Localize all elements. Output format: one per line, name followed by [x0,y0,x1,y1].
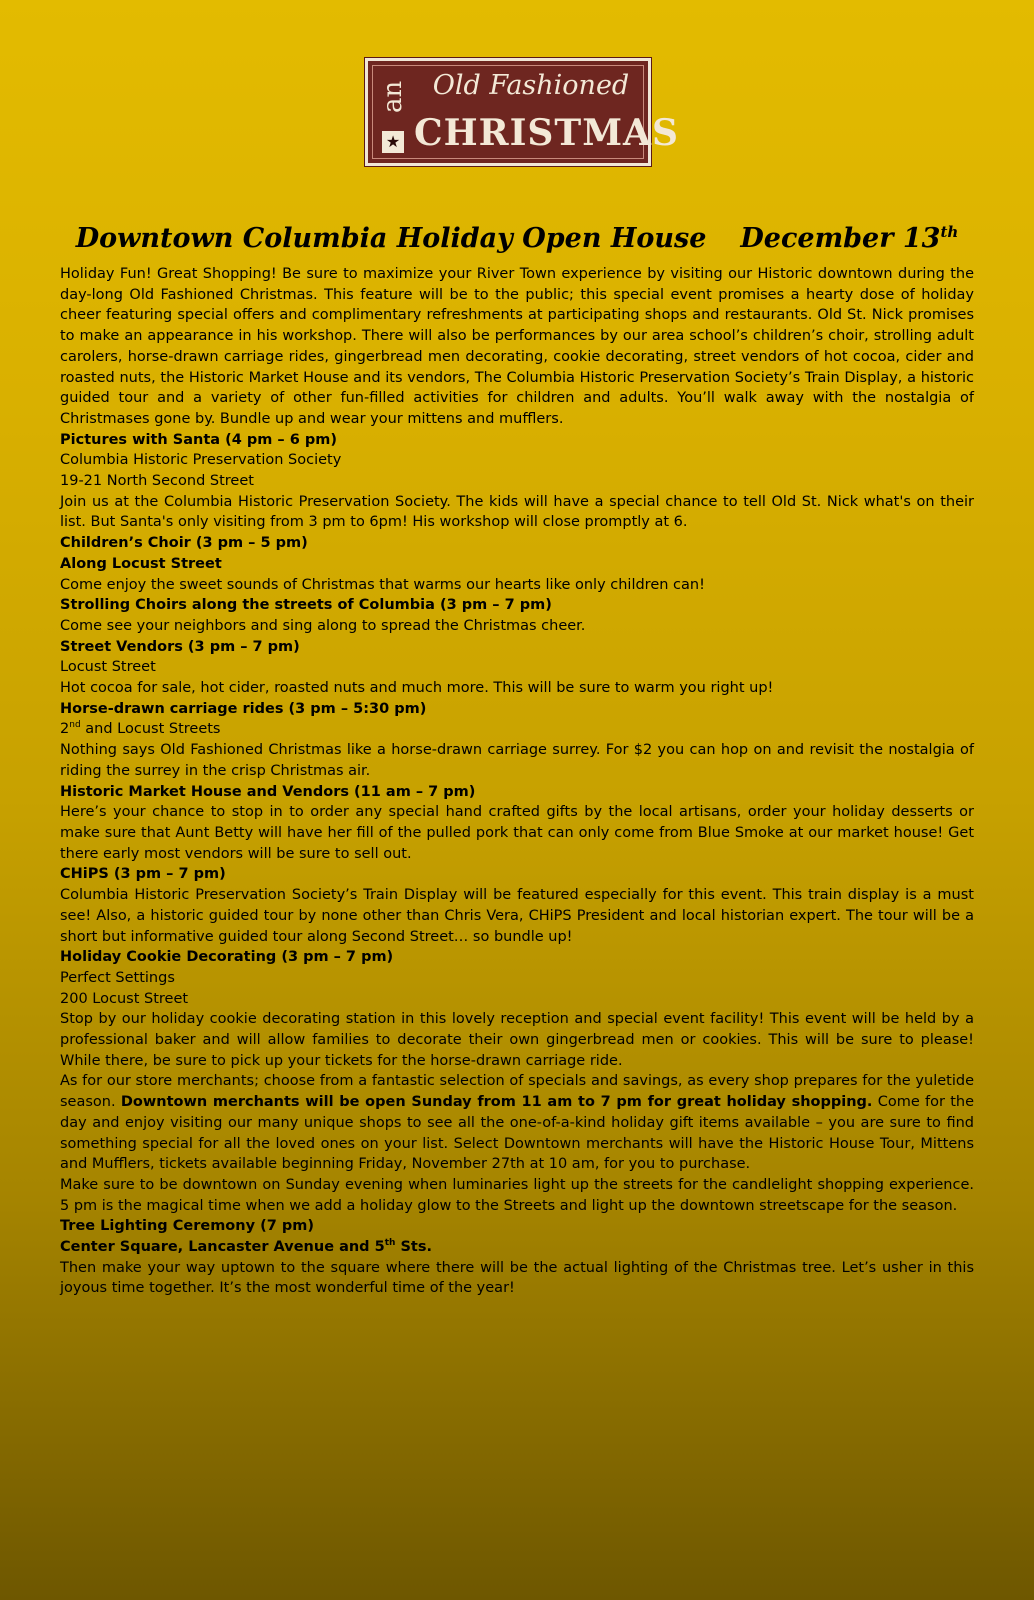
vendors-heading: Street Vendors (3 pm – 7 pm) [60,638,300,655]
merchants-paragraph [60,1071,974,1175]
vendors-location: Locust Street [60,659,156,676]
carriage-location-suffix: nd [69,720,81,731]
strolling-heading: Strolling Choirs along the streets of Columbia (3 pm – 7 pm) [60,597,552,614]
title-date-suffix: th [940,223,959,241]
market-heading: Historic Market House and Vendors (11 am – 7 pm) [60,783,476,800]
carriage-location-rest: and Locust Streets [80,721,221,738]
santa-organization: Columbia Historic Preservation Society [60,452,342,469]
choir-heading: Children’s Choir (3 pm – 5 pm) [60,535,308,552]
santa-address: 19-21 North Second Street [60,473,254,490]
logo-word-an: an [378,80,408,114]
market-description: Here’s your chance to stop in to order any special hand crafted gifts by the local artisans, order your holiday desserts or make sure that Aunt Betty will have her fill of the pulled pork that can only come from Blue Smoke at our market house! Get there early most vendors will be sure to sell out. [60,804,974,862]
star-icon: ★ [382,131,404,153]
title-date: December 13 [740,223,941,254]
tree-location [60,1237,974,1258]
title-text: Downtown Columbia Holiday Open House [75,223,707,254]
vendors-description: Hot cocoa for sale, hot cider, roasted nuts and much more. This will be sure to warm you right up! [60,680,774,697]
carriage-location [60,719,974,740]
cookie-heading: Holiday Cookie Decorating (3 pm – 7 pm) [60,949,394,966]
page-title [60,214,974,257]
event-logo [365,58,679,166]
tree-location-text: Center Square, Lancaster Avenue and 5 [60,1239,385,1256]
choir-location: Along Locust Street [60,555,222,572]
cookie-venue: Perfect Settings [60,969,175,986]
carriage-location-number: 2 [60,721,70,738]
merchants-text-after: Come for the day and enjoy visiting our many unique shops to see all the one-of-a-kind holiday gift items available – you are sure to find something special for all the loved ones on your list. Select Downtown merchants will have the Historic House Tour, Mittens and Mufflers, tickets available beginning Friday, November 27th at 10 am, for you to purchase. [60,1094,974,1173]
article-body [60,264,974,1299]
logo-line-old-fashioned: Old Fashioned [432,70,630,101]
santa-heading: Pictures with Santa (4 pm – 6 pm) [60,431,337,448]
strolling-description: Come see your neighbors and sing along to spread the Christmas cheer. [60,617,586,634]
tree-heading: Tree Lighting Ceremony (7 pm) [60,1218,314,1235]
cookie-description: Stop by our holiday cookie decorating station in this lovely reception and special event facility! This event will be held by a professional baker and will allow families to decorate their own gingerbread men or cookies. This will be sure to please! While there, be sure to pick up your tickets for the horse-drawn carriage ride. [60,1011,974,1069]
santa-description: Join us at the Columbia Historic Preservation Society. The kids will have a special chance to tell Old St. Nick what's on their list. But Santa's only visiting from 3 pm to 6pm! His workshop will close promptly at 6. [60,493,974,531]
merchants-hours-highlight: Downtown merchants will be open Sunday from 11 am to 7 pm for great holiday shopping. [120,1094,873,1111]
tree-location-suffix: th [384,1238,396,1249]
logo-line-christmas: CHRISTMAS [414,112,679,154]
cookie-address: 200 Locust Street [60,990,189,1007]
luminaries-paragraph: Make sure to be downtown on Sunday evening when luminaries light up the streets for the candlelight shopping experience. 5 pm is the magical time when we add a holiday glow to the Streets and light up the downtown streetscape for the season. [60,1176,974,1214]
merchants-text-before: As for our store merchants; choose from a fantastic selection of specials and savings, as every shop prepares for the yuletide season. [60,1073,974,1111]
tree-location-end: Sts. [395,1239,432,1256]
tree-description: Then make your way uptown to the square where there will be the actual lighting of the Christmas tree. Let’s usher in this joyous time together. It’s the most wonderful time of the year! [60,1259,974,1297]
intro-paragraph: Holiday Fun! Great Shopping! Be sure to maximize your River Town experience by visiting our Historic downtown during the day-long Old Fashioned Christmas. This feature will be to the public; this special event promises a hearty dose of holiday cheer featuring special offers and complimentary refreshments at participating shops and restaurants. Old St. Nick promises to make an appearance in his workshop. There will also be performances by our area school’s children’s choir, strolling adult carolers, horse-drawn carriage rides, gingerbread men decorating, cookie decorating, street vendors of hot cocoa, cider and roasted nuts, the Historic Market House and its vendors, The Columbia Historic Preservation Society’s Train Display, a historic guided tour and a variety of other fun-filled activities for children and adults. You’ll walk away with the nostalgia of Christmases gone by. Bundle up and wear your mittens and mufflers. [60,266,974,427]
chips-heading: CHiPS (3 pm – 7 pm) [60,866,226,883]
carriage-description: Nothing says Old Fashioned Christmas like a horse-drawn carriage surrey. For $2 you can hop on and revisit the nostalgia of riding the surrey in the crisp Christmas air. [60,742,974,779]
chips-description: Columbia Historic Preservation Society’s Train Display will be featured especially for this event. This train display is a must see! Also, a historic guided tour by none other than Chris Vera, CHiPS President and local historian expert. The tour will be a short but informative guided tour along Second Street… so bundle up! [60,887,974,945]
choir-description: Come enjoy the sweet sounds of Christmas that warms our hearts like only children can! [60,576,705,593]
carriage-heading: Horse-drawn carriage rides (3 pm – 5:30 pm) [60,700,427,717]
